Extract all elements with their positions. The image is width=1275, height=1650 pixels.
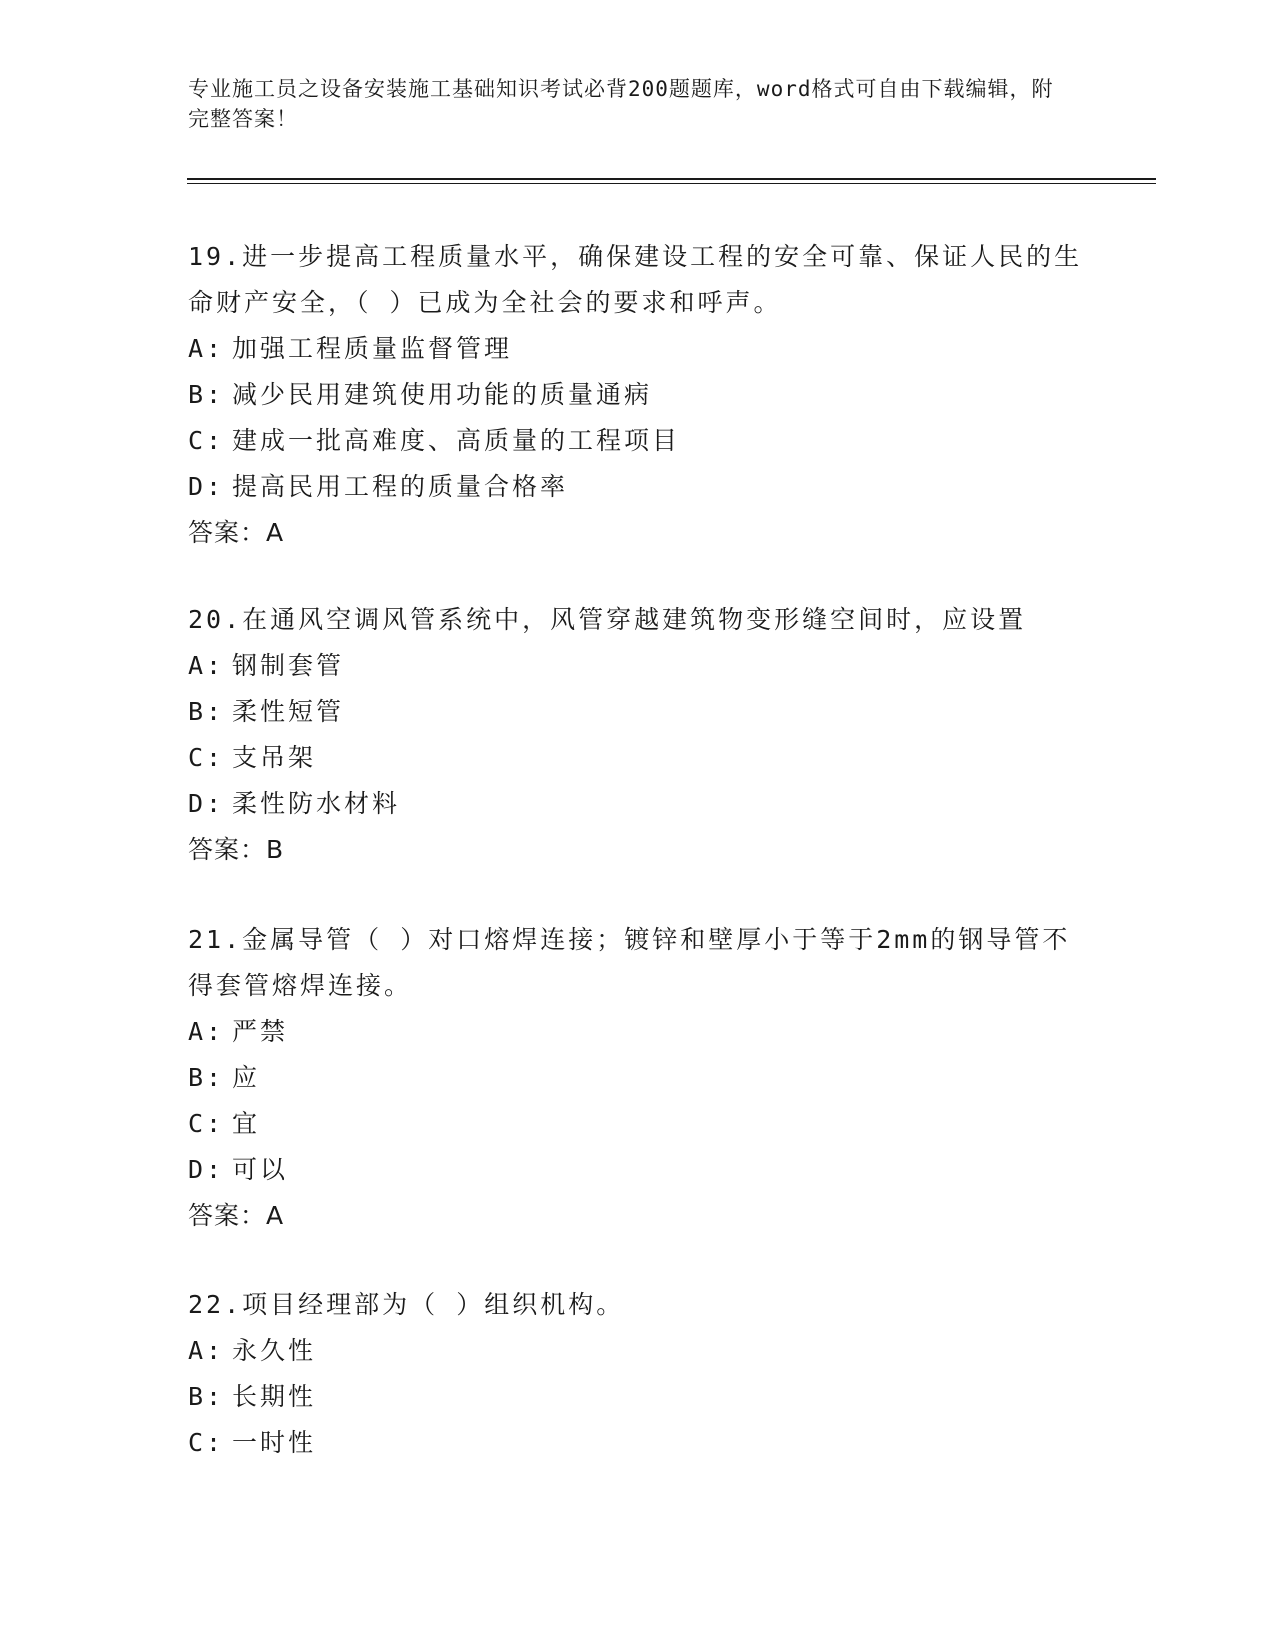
question-22 <box>188 1282 1088 1466</box>
option-text: 一时性 <box>232 1428 317 1457</box>
option-text: 钢制套管 <box>232 651 345 680</box>
question-20 <box>188 597 1088 873</box>
option-key: C: <box>188 1109 225 1138</box>
question-stem: 19.进一步提高工程质量水平，确保建设工程的安全可靠、保证人民的生命财产安全，（ ）已成为全社会的要求和呼声。 <box>188 242 1083 317</box>
header-divider-thin <box>187 183 1156 184</box>
document-intro: 专业施工员之设备安装施工基础知识考试必背200题题库，word格式可自由下载编辑，附完整答案！ <box>188 77 1054 131</box>
option-text: 长期性 <box>232 1382 317 1411</box>
option-text: 宜 <box>232 1109 261 1138</box>
option-text: 加强工程质量监督管理 <box>232 334 513 363</box>
option-key: D: <box>188 472 225 501</box>
option-d <box>188 1147 1088 1193</box>
option-key: D: <box>188 1155 225 1184</box>
option-text: 柔性防水材料 <box>232 789 401 818</box>
option-c <box>188 1420 1088 1466</box>
answer-label: 答案： <box>188 1201 267 1230</box>
option-b <box>188 372 1088 418</box>
option-b <box>188 1055 1088 1101</box>
option-c <box>188 1101 1088 1147</box>
question-19 <box>188 234 1088 556</box>
option-key: C: <box>188 1428 225 1457</box>
option-key: A: <box>188 1336 225 1365</box>
option-a <box>188 1009 1088 1055</box>
option-key: A: <box>188 651 225 680</box>
option-key: B: <box>188 1382 225 1411</box>
answer-line <box>188 1193 1088 1239</box>
option-key: B: <box>188 380 225 409</box>
answer-line <box>188 827 1088 873</box>
answer-label: 答案： <box>188 518 267 547</box>
option-text: 永久性 <box>232 1336 317 1365</box>
option-a <box>188 326 1088 372</box>
option-text: 提高民用工程的质量合格率 <box>232 472 569 501</box>
option-key: C: <box>188 743 225 772</box>
option-key: D: <box>188 789 225 818</box>
answer-line <box>188 510 1088 556</box>
option-text: 应 <box>232 1063 261 1092</box>
option-c <box>188 418 1088 464</box>
question-21 <box>188 917 1088 1239</box>
option-key: A: <box>188 334 225 363</box>
option-d <box>188 781 1088 827</box>
answer-value: A <box>266 518 284 547</box>
question-stem: 22.项目经理部为（ ）组织机构。 <box>188 1290 625 1319</box>
option-text: 建成一批高难度、高质量的工程项目 <box>232 426 681 455</box>
option-b <box>188 1374 1088 1420</box>
option-a <box>188 643 1088 689</box>
header-divider-thick <box>187 178 1156 180</box>
option-c <box>188 735 1088 781</box>
answer-label: 答案： <box>188 835 267 864</box>
option-text: 可以 <box>232 1155 289 1184</box>
option-key: B: <box>188 697 225 726</box>
option-key: A: <box>188 1017 225 1046</box>
option-text: 严禁 <box>232 1017 289 1046</box>
question-stem: 20.在通风空调风管系统中，风管穿越建筑物变形缝空间时，应设置 <box>188 605 1027 634</box>
option-key: B: <box>188 1063 225 1092</box>
answer-value: A <box>266 1201 284 1230</box>
option-text: 柔性短管 <box>232 697 345 726</box>
option-d <box>188 464 1088 510</box>
option-text: 减少民用建筑使用功能的质量通病 <box>232 380 653 409</box>
option-key: C: <box>188 426 225 455</box>
option-text: 支吊架 <box>232 743 317 772</box>
question-stem: 21.金属导管（ ）对口熔焊连接；镀锌和壁厚小于等于2mm的钢导管不得套管熔焊连接。 <box>188 925 1071 1000</box>
answer-value: B <box>266 835 284 864</box>
option-b <box>188 689 1088 735</box>
option-a <box>188 1328 1088 1374</box>
